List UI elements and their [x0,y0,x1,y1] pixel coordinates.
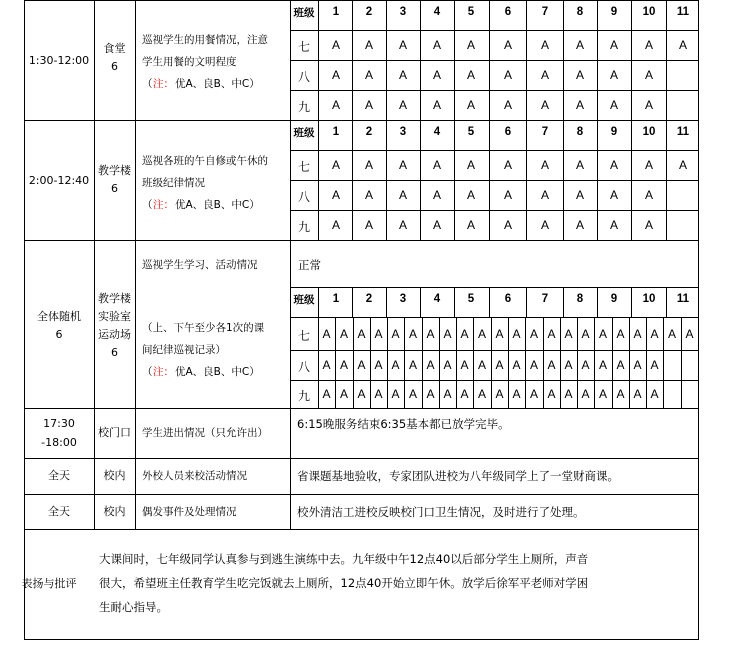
class-number-11: 11 [676,6,690,18]
column-border [666,60,667,120]
column-border [352,287,353,317]
grade-value: A [581,326,590,341]
grade-value: A [364,218,373,232]
praise-text: 生耐心指导。 [99,600,168,614]
grade-value: A [426,326,435,341]
class-header-label: 班级 [293,7,315,19]
grade-value: A [609,68,618,82]
grade-value: A [432,158,441,172]
note-label: 注： [153,78,174,90]
column-border [386,287,387,317]
column-border [563,180,564,240]
class-number-2: 2 [365,126,373,138]
location: 6 [111,346,118,359]
class-number-7: 7 [541,293,549,305]
grade-value: A [503,158,512,172]
class-number-6: 6 [504,126,512,138]
grade-value: A [374,387,383,401]
grade-value: A [512,387,521,401]
column-border [563,287,564,317]
class-number-10: 10 [642,293,656,305]
grade-value: A [443,387,452,401]
column-border [597,60,598,120]
grade-value: A [391,387,400,401]
grade-value: A [432,188,441,202]
grade-value: A [331,218,340,232]
column-border [631,180,632,240]
grade-value: A [512,326,521,341]
grade-value: A [529,387,538,401]
grade-value: A [364,68,373,82]
grade-value: A [466,218,475,232]
grade-label: 八 [297,190,310,204]
grade-value: A [581,358,590,372]
grade-value: A [650,358,659,372]
grade-value: A [609,188,618,202]
grade-label: 九 [297,389,310,403]
column-border [135,0,136,529]
location: 校内 [103,504,126,518]
class-number-4: 4 [433,293,441,305]
class-number-11: 11 [676,293,690,305]
class-number-3: 3 [399,6,407,18]
column-border [352,0,353,60]
grade-value: A [408,358,417,372]
grade-value: A [529,358,538,372]
grade-value: A [598,387,607,401]
grade-value: A [331,158,340,172]
grade-value: A [364,98,373,112]
grade-value: A [495,326,504,341]
location: 实验室 [98,310,131,323]
grade-value: A [477,326,486,341]
grade-value: A [685,326,694,341]
grade-value: A [644,188,653,202]
inspection-result: 6:15晚服务结束6:35基本都已放学完毕。 [297,417,510,431]
grade-value: A [477,387,486,401]
grade-value: A [503,68,512,82]
class-number-2: 2 [365,293,373,305]
column-border [420,120,421,180]
column-border [454,120,455,180]
grade-value: A [540,158,549,172]
grade-value: A [331,188,340,202]
row-border [24,458,699,459]
class-number-5: 5 [467,126,475,138]
row-border [290,350,699,351]
grade-legend: 优A、良B、中C） [175,366,260,378]
row-border [24,529,699,530]
grade-value: A [339,387,348,401]
note-bracket: （ [142,78,153,90]
column-border [489,60,490,120]
grade-value: A [609,98,618,112]
grade-value: A [644,218,653,232]
class-header-label: 班级 [293,127,315,139]
inspection-item: （上、下午至少各1次的课 [142,322,265,334]
class-number-4: 4 [433,126,441,138]
class-number-6: 6 [504,293,512,305]
grade-value: A [466,38,475,52]
column-border [526,287,527,317]
grade-value: A [633,358,642,372]
grade-value: A [364,188,373,202]
column-border [631,287,632,317]
class-header-label: 班级 [293,294,315,306]
column-border [489,0,490,60]
column-border [94,0,95,529]
time-slot: 1:30-12:00 [28,54,90,67]
column-border [386,120,387,180]
grade-value: A [426,387,435,401]
class-number-9: 9 [610,6,618,18]
column-border [386,60,387,120]
grade-value: A [564,358,573,372]
column-border [597,287,598,317]
column-border [454,0,455,60]
praise-text: 很大，希望班主任教育学生吃完饭就去上厕所，12点40开始立即午休。放学后徐军平老师对学困 [99,576,589,590]
grade-value: A [495,358,504,372]
grade-value: A [331,98,340,112]
praise-text: 大课间时，七年级同学认真参与到逃生演练中去。九年级中午12点40以后部分学生上厕所，声音 [99,552,589,566]
location: 校门口 [98,426,131,439]
grade-value: A [432,98,441,112]
column-border [489,180,490,240]
grade-value: A [460,387,469,401]
grade-value: A [432,218,441,232]
praise-label: 表扬与批评 [21,577,77,590]
grade-value: A [398,218,407,232]
grade-value: A [398,188,407,202]
grade-value: A [408,387,417,401]
column-border [420,60,421,120]
column-border [386,180,387,240]
grade-label: 七 [297,160,310,174]
inspection-result: 省课题基地验收，专家团队进校为八年级同学上了一堂财商课。 [297,469,619,483]
time-slot: -18:00 [41,436,77,449]
grade-value: A [512,358,521,372]
column-border [420,287,421,317]
grade-value: A [667,326,676,341]
grade-value: A [575,68,584,82]
column-border [526,0,527,60]
class-number-5: 5 [467,293,475,305]
time-slot: 全天 [48,504,70,518]
column-border [489,120,490,180]
class-number-8: 8 [576,126,584,138]
grade-value: A [443,358,452,372]
grade-value: A [466,158,475,172]
grade-value: A [503,38,512,52]
row-border [24,408,699,409]
class-number-8: 8 [576,6,584,18]
grade-label: 八 [297,360,310,374]
grade-value: A [575,38,584,52]
class-number-5: 5 [467,6,475,18]
grade-value: A [391,358,400,372]
column-border [698,0,699,639]
inspection-item: 外校人员来校活动情况 [142,470,247,482]
grade-value: A [322,387,331,401]
grade-label: 七 [297,328,310,343]
column-border [666,0,667,60]
column-border [386,0,387,60]
time-slot: 2:00-12:40 [28,174,90,187]
column-border [631,60,632,120]
class-number-8: 8 [576,293,584,305]
grade-value: A [357,326,366,341]
class-number-1: 1 [332,293,340,305]
grade-value: A [460,326,469,341]
time-slot: 6 [55,328,63,341]
inspection-item: 班级纪律情况 [142,177,205,189]
grade-value: A [540,38,549,52]
grade-value: A [466,98,475,112]
grade-value: A [616,387,625,401]
location: 6 [111,60,118,73]
column-border [352,120,353,180]
grade-value: A [529,326,538,341]
column-border [597,120,598,180]
column-border [597,180,598,240]
column-border [318,0,319,120]
class-number-7: 7 [541,6,549,18]
column-border [666,287,667,317]
grade-value: A [609,38,618,52]
location: 运动场 [98,328,131,341]
grade-value: A [322,358,331,372]
inspection-result: 正常 [298,258,321,272]
location: 校内 [103,469,126,482]
time-slot: 全体随机 [37,310,81,323]
grade-value: A [598,326,607,341]
grade-value: A [540,68,549,82]
grade-value: A [398,38,407,52]
inspection-item: 学生用餐的文明程度 [142,56,237,68]
grade-value: A [357,358,366,372]
class-number-6: 6 [504,6,512,18]
grade-value: A [633,387,642,401]
location: 6 [111,182,118,195]
class-number-3: 3 [399,126,407,138]
grade-value: A [575,188,584,202]
class-number-1: 1 [332,6,340,18]
grade-value: A [495,387,504,401]
location: 食堂 [103,42,126,55]
grade-legend: 优A、良B、中C） [175,199,260,211]
grade-value: A [650,326,659,341]
grade-value: A [598,358,607,372]
grade-legend: 优A、良B、中C） [175,78,260,90]
grade-value: A [364,38,373,52]
inspection-item: 间纪律巡视记录） [142,344,226,356]
note-label: 注： [153,366,174,378]
column-border [526,60,527,120]
grade-value: A [357,387,366,401]
grade-label: 七 [297,40,310,54]
inspection-result: 校外清洁工进校反映校门口卫生情况，及时进行了处理。 [297,504,585,519]
grade-value: A [547,326,556,341]
grade-value: A [466,68,475,82]
grade-value: A [503,98,512,112]
grade-value: A [575,98,584,112]
row-border [290,317,699,318]
grade-value: A [644,68,653,82]
grade-value: A [540,188,549,202]
column-border [352,60,353,120]
grade-value: A [547,358,556,372]
grade-value: A [644,38,653,52]
column-border [666,120,667,180]
grade-value: A [650,387,659,401]
grade-value: A [339,326,348,341]
class-number-2: 2 [365,6,373,18]
grade-value: A [331,38,340,52]
column-border [489,287,490,317]
column-border [290,408,291,529]
class-number-11: 11 [676,126,690,138]
class-number-7: 7 [541,126,549,138]
time-slot: 全天 [48,469,70,482]
location: 教学楼 [98,292,131,305]
note-bracket: （ [142,366,153,378]
column-border [631,0,632,60]
class-number-10: 10 [642,6,656,18]
grade-value: A [644,98,653,112]
column-border [526,180,527,240]
class-number-3: 3 [399,293,407,305]
grade-value: A [374,358,383,372]
grade-label: 九 [297,220,310,234]
grade-value: A [678,158,687,172]
row-border [24,240,699,241]
class-number-9: 9 [610,293,618,305]
grade-value: A [575,158,584,172]
column-border [352,180,353,240]
grade-value: A [477,358,486,372]
grade-value: A [564,387,573,401]
note-bracket: （ [142,199,153,211]
column-border [631,120,632,180]
grade-value: A [678,38,687,52]
grade-value: A [609,158,618,172]
grade-value: A [616,326,625,341]
grade-value: A [426,358,435,372]
column-border [563,120,564,180]
grade-value: A [364,158,373,172]
column-border [563,0,564,60]
grade-value: A [616,358,625,372]
column-border [454,180,455,240]
grade-value: A [408,326,417,341]
inspection-item: 巡视学生学习、活动情况 [142,259,258,271]
grade-value: A [339,358,348,372]
inspection-item: 巡视各班的午自修或午休的 [142,155,268,167]
class-number-4: 4 [433,6,441,18]
column-border [318,120,319,240]
inspection-item: 学生进出情况（只允许出） [142,427,268,439]
grade-value: A [644,158,653,172]
grade-value: A [398,158,407,172]
note-label: 注： [153,199,174,211]
row-border [290,380,699,381]
grade-value: A [443,326,452,341]
grade-label: 九 [297,100,310,114]
column-border [666,180,667,240]
column-border [526,120,527,180]
grade-value: A [322,326,331,341]
inspection-item: 偶发事件及处理情况 [142,505,237,518]
grade-value: A [564,326,573,341]
grade-value: A [331,68,340,82]
class-number-1: 1 [332,126,340,138]
inspection-item: 巡视学生的用餐情况，注意 [142,34,268,46]
grade-value: A [547,387,556,401]
column-border [420,180,421,240]
class-number-9: 9 [610,126,618,138]
grade-value: A [609,218,618,232]
time-slot: 17:30 [43,417,75,430]
grade-value: A [391,326,400,341]
grade-value: A [374,326,383,341]
grade-label: 八 [297,70,310,84]
row-border [24,639,699,640]
grade-value: A [466,188,475,202]
column-border [454,287,455,317]
grade-value: A [633,326,642,341]
grade-value: A [398,98,407,112]
grade-value: A [432,68,441,82]
grade-value: A [581,387,590,401]
grade-value: A [460,358,469,372]
class-number-10: 10 [642,126,656,138]
grade-value: A [432,38,441,52]
grade-value: A [540,98,549,112]
grade-value: A [398,68,407,82]
grade-value: A [575,218,584,232]
grade-value: A [540,218,549,232]
column-border [597,0,598,60]
row-border [24,494,699,495]
grade-value: A [503,218,512,232]
column-border [454,60,455,120]
column-border [563,60,564,120]
location: 教学楼 [98,164,131,177]
column-border [420,0,421,60]
grade-value: A [503,188,512,202]
